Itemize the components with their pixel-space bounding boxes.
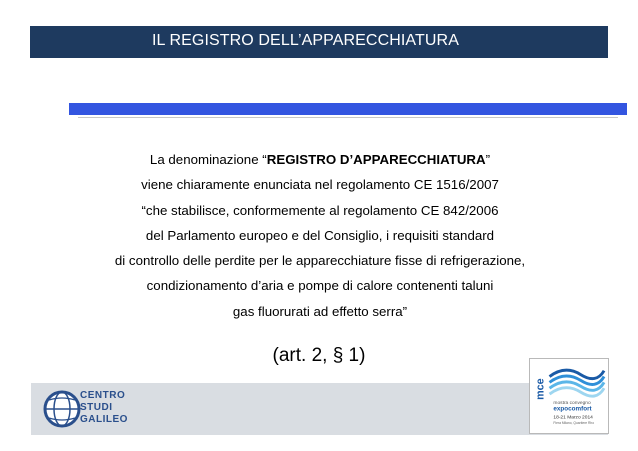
quote-line-4: del Parlamento europeo e del Consiglio, i requisiti standard [145, 227, 495, 243]
quote-line-1 [60, 147, 580, 172]
title-bar [30, 26, 608, 58]
registro-term: REGISTRO D’APPARECCHIATURA [266, 152, 486, 167]
mce-expocomfort-logo [529, 358, 609, 434]
quote-line-3: “che stabilisce, conformemente al regolamento CE 842/2006 [141, 202, 499, 218]
quote-line-1-suffix: ” [485, 152, 491, 167]
mce-line-4: Fiera Milano, Quartiere Rho [553, 421, 595, 426]
quote-line-5: di controllo delle perdite per le apparecchiature fisse di refrigerazione, [114, 253, 526, 269]
quote-block [60, 147, 580, 324]
article-reference: (art. 2, § 1) [272, 345, 366, 366]
accent-rule [69, 103, 627, 115]
logo-line-3: GALILEO [80, 414, 128, 425]
quote-line-1-prefix: La denominazione “ [149, 152, 267, 167]
quote-line-6: condizionamento d’aria e pompe di calore contenenti taluni [146, 278, 494, 294]
centro-studi-galileo-wordmark [80, 390, 128, 426]
page-title: IL REGISTRO DELL’APPARECCHIATURA [152, 32, 459, 49]
logo-line-1: CENTRO [80, 390, 126, 401]
wave-logo-icon [530, 359, 608, 433]
logo-line-2: STUDI [80, 402, 113, 413]
mce-brand: mce [534, 378, 547, 400]
mce-line-3: 18-21 Marzo 2014 [553, 415, 593, 421]
mce-line-2: expocomfort [553, 405, 592, 413]
quote-line-7: gas fluorurati ad effetto serra” [232, 303, 408, 319]
mce-line-1: mostra convegno [553, 400, 591, 406]
quote-line-2: viene chiaramente enunciata nel regolamento CE 1516/2007 [141, 177, 499, 193]
divider-line [78, 117, 618, 118]
